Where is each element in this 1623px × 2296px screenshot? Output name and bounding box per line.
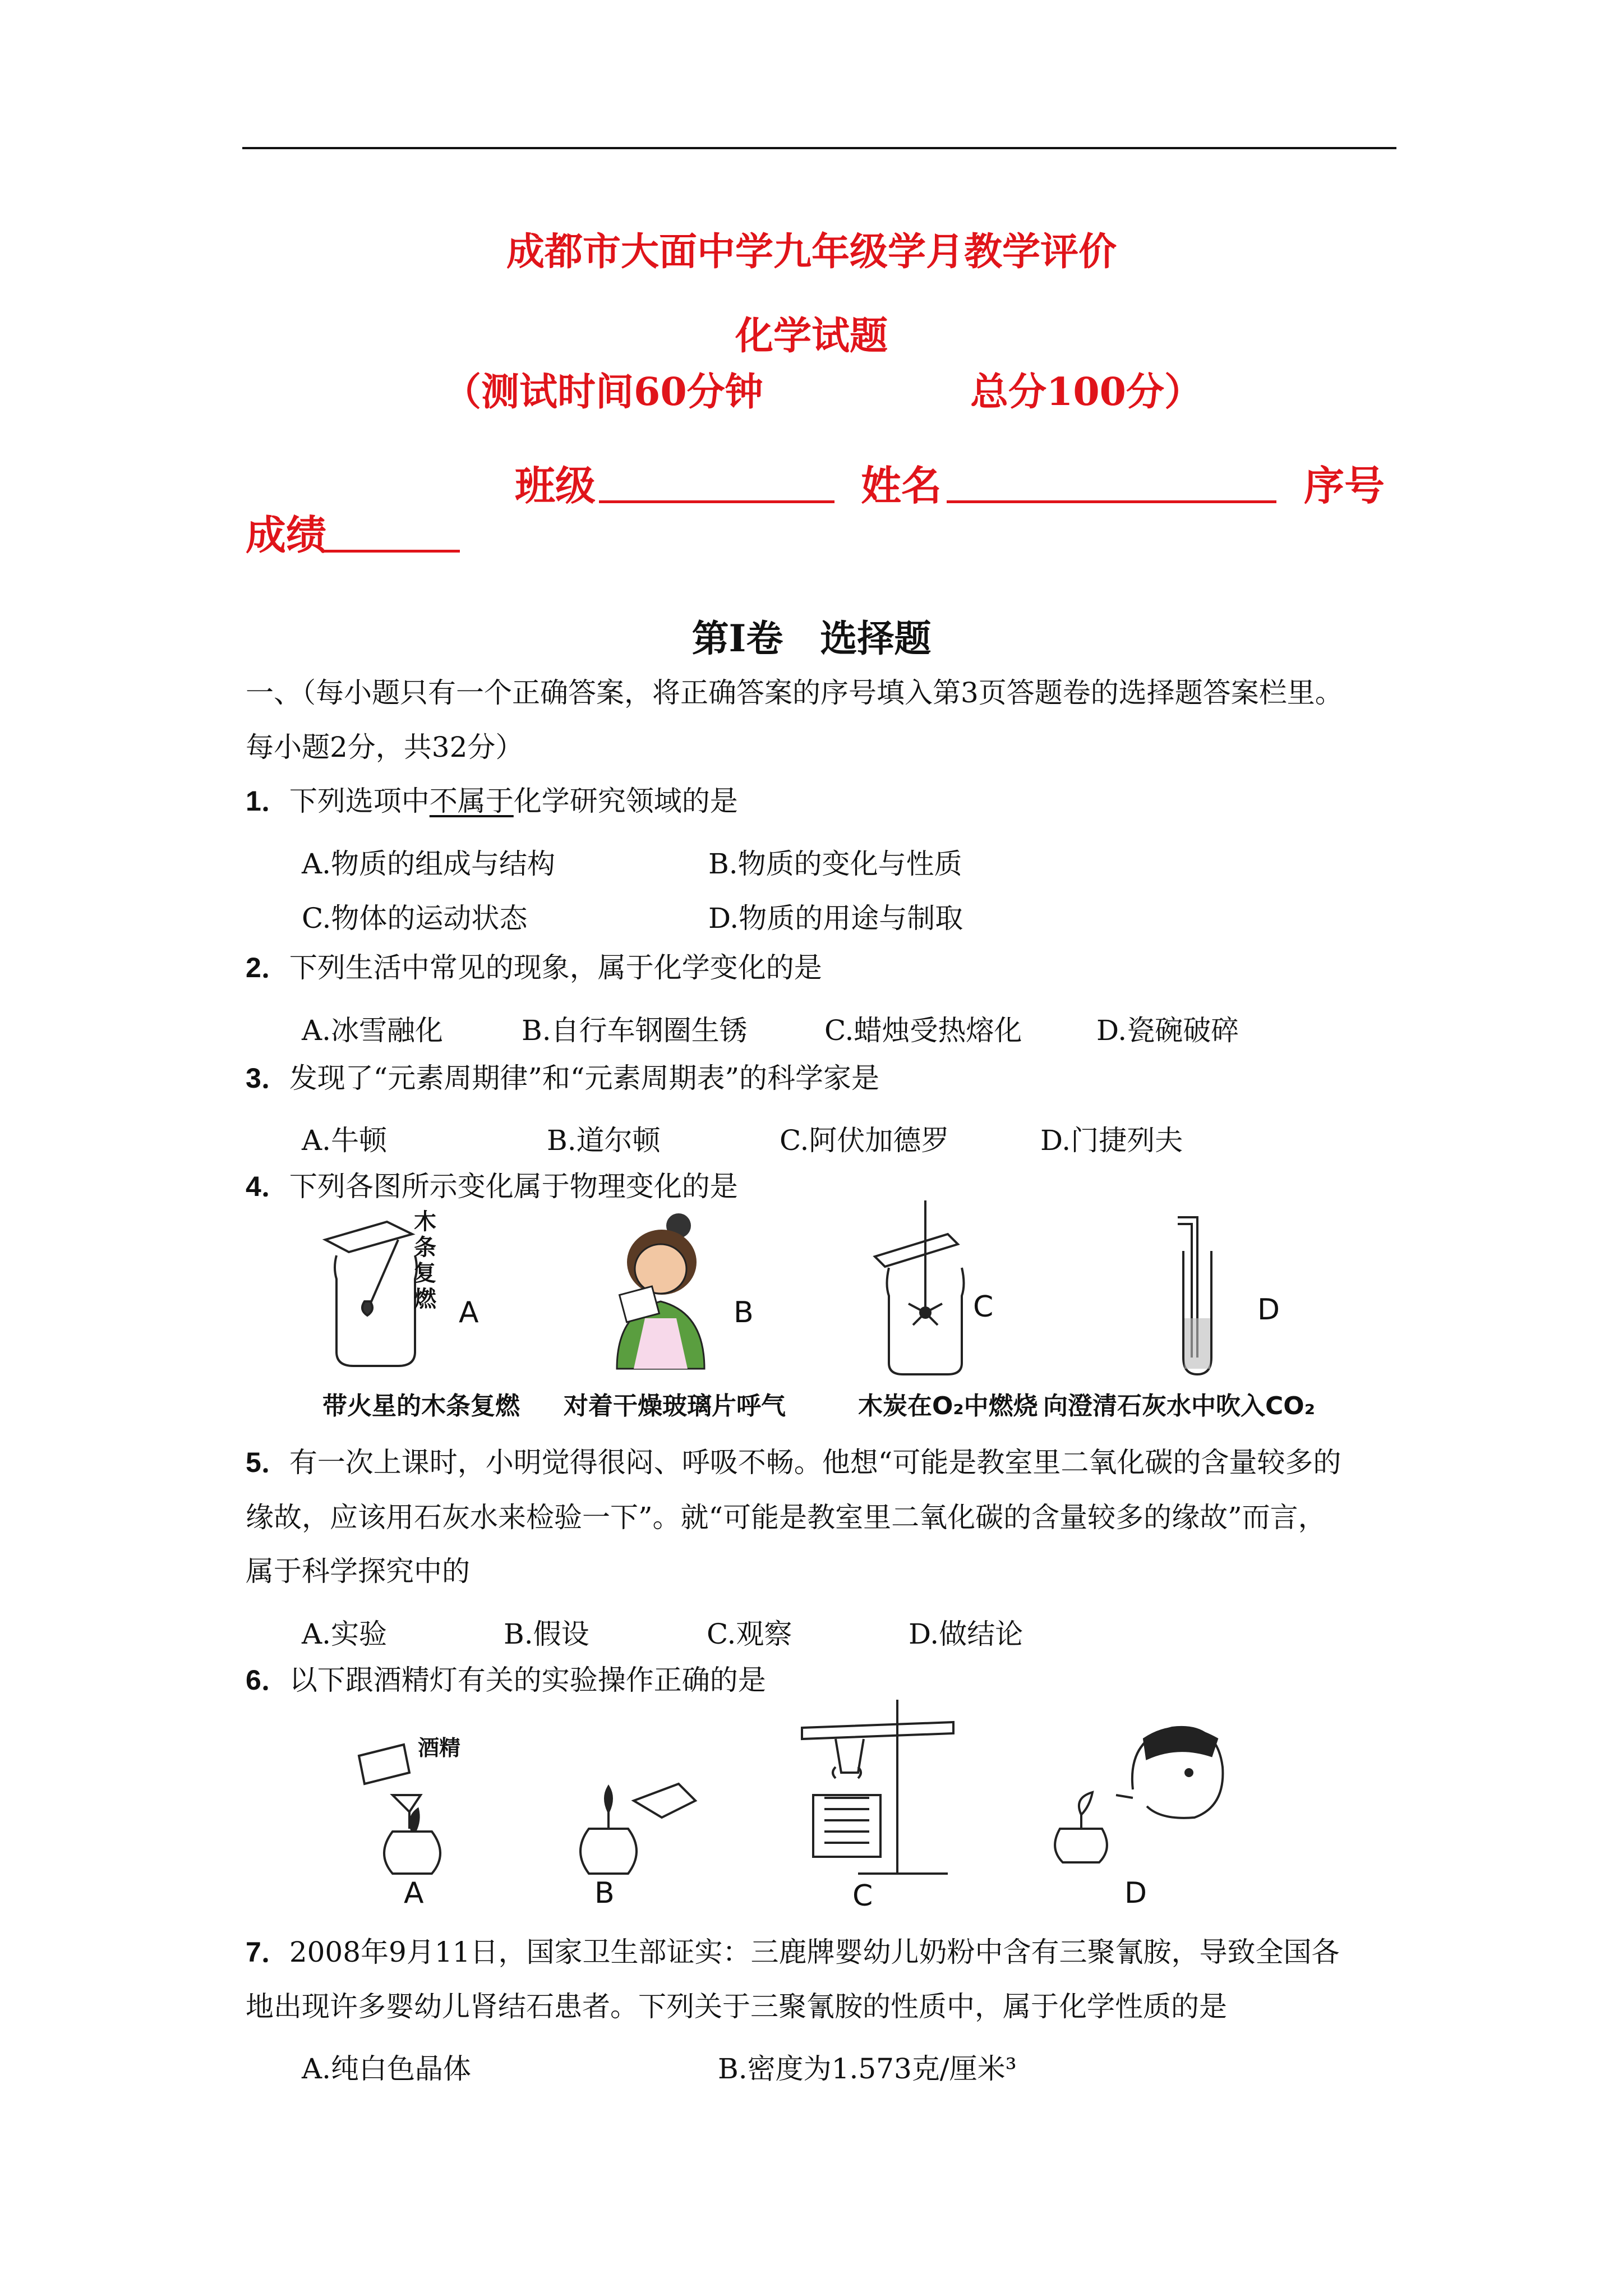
q6-letter-b: B <box>594 1876 615 1910</box>
q4-letter-c: C <box>973 1290 994 1324</box>
q7-option-a[interactable]: A.纯白色晶体 <box>302 2053 472 2085</box>
q6-letter-a: A <box>404 1876 424 1910</box>
class-label: 班级 <box>515 462 596 509</box>
q5-option-d[interactable]: D.做结论 <box>909 1618 1023 1650</box>
q6-figure-b-lighting <box>566 1761 712 1885</box>
q6-letter-c: C <box>852 1879 873 1913</box>
top-rule <box>242 147 1396 149</box>
school-title: 成都市大面中学九年级学月教学评价 <box>506 229 1117 274</box>
q2-option-a[interactable]: A.冰雪融化 <box>302 1014 444 1047</box>
q2-option-d[interactable]: D.瓷碗破碎 <box>1096 1014 1239 1047</box>
q3-option-a[interactable]: A.牛顿 <box>302 1124 388 1157</box>
section-instruction-line2: 每小题2分，共32分） <box>246 731 524 763</box>
q6-label-alcohol: 酒精 <box>418 1736 461 1760</box>
question-1-stem: 1．下列选项中不属于化学研究领域的是 <box>246 785 738 817</box>
q3-option-b[interactable]: B.道尔顿 <box>547 1124 661 1157</box>
q1-option-c[interactable]: C.物体的运动状态 <box>302 902 528 935</box>
q4-caption-c: 木炭在O₂中燃烧 <box>858 1392 1038 1420</box>
q4-side-text: 木条复燃 <box>414 1209 436 1312</box>
q2-option-b[interactable]: B.自行车钢圈生锈 <box>522 1014 748 1047</box>
q4-caption-a: 带火星的木条复燃 <box>322 1392 520 1420</box>
q2-option-c[interactable]: C.蜡烛受热熔化 <box>824 1014 1022 1047</box>
q4-letter-b: B <box>734 1296 754 1329</box>
q6-figure-c-stand <box>785 1688 976 1890</box>
question-6-stem: 6．以下跟酒精灯有关的实验操作正确的是 <box>246 1664 766 1696</box>
subject-title: 化学试题 <box>735 314 888 358</box>
name-label: 姓名 <box>861 462 942 509</box>
score-blank[interactable] <box>322 514 460 553</box>
q7-option-b[interactable]: B.密度为1.573克/厘米³ <box>718 2053 1017 2085</box>
q4-letter-d: D <box>1257 1293 1280 1327</box>
question-2-stem: 2．下列生活中常见的现象，属于化学变化的是 <box>246 951 822 984</box>
q5-option-b[interactable]: B.假设 <box>504 1618 589 1650</box>
emphasis: 不属于 <box>429 785 514 817</box>
question-5-line1: 5．有一次上课时，小明觉得很闷、呼吸不畅。他想“可能是教室里二氧化碳的含量较多的 <box>246 1446 1341 1479</box>
question-3-stem: 3．发现了“元素周期律”和“元素周期表”的科学家是 <box>246 1062 880 1094</box>
q4-figure-d-tube <box>1166 1206 1234 1380</box>
q3-option-d[interactable]: D.门捷列夫 <box>1040 1124 1183 1157</box>
class-blank[interactable] <box>599 464 834 503</box>
score-note: 总分100分） <box>970 370 1202 415</box>
section-instruction-line1: 一、（每小题只有一个正确答案，将正确答案的序号填入第3页答题卷的选择题答案栏里。 <box>246 677 1343 709</box>
q5-option-a[interactable]: A.实验 <box>302 1618 388 1650</box>
question-7-line2: 地出现许多婴幼儿肾结石患者。下列关于三聚氰胺的性质中，属于化学性质的是 <box>246 1990 1227 2023</box>
question-7-line1: 7．2008年9月11日，国家卫生部证实：三鹿牌婴幼儿奶粉中含有三聚氰胺，导致全国各 <box>246 1936 1340 1968</box>
q1-option-b[interactable]: B.物质的变化与性质 <box>708 848 962 880</box>
section-title: 第Ⅰ卷 选择题 <box>691 616 932 660</box>
q1-option-d[interactable]: D.物质的用途与制取 <box>708 902 963 935</box>
q4-letter-a: A <box>459 1296 479 1329</box>
q5-option-c[interactable]: C.观察 <box>707 1618 792 1650</box>
q4-figure-b-girl <box>594 1206 735 1374</box>
q6-figure-d-blowing <box>1049 1705 1239 1874</box>
q6-letter-d: D <box>1124 1876 1147 1910</box>
question-4-stem: 4．下列各图所示变化属于物理变化的是 <box>246 1170 738 1203</box>
q4-figure-c-jar <box>864 1200 976 1380</box>
question-number: 1． <box>246 785 289 817</box>
name-blank[interactable] <box>947 464 1276 503</box>
q3-option-c[interactable]: C.阿伏加德罗 <box>780 1124 949 1157</box>
question-5-line3: 属于科学探究中的 <box>246 1555 470 1588</box>
seq-label: 序号 <box>1304 462 1385 509</box>
q1-option-a[interactable]: A.物质的组成与结构 <box>302 848 556 880</box>
question-5-line2: 缘故，应该用石灰水来检验一下”。就“可能是教室里二氧化碳的含量较多的缘故”而言， <box>246 1501 1326 1534</box>
q4-caption-b: 对着干燥玻璃片呼气 <box>564 1392 786 1420</box>
q4-caption-d: 向澄清石灰水中吹入CO₂ <box>1043 1392 1315 1420</box>
time-note: （测试时间60分钟 <box>443 370 763 415</box>
score-label: 成绩 <box>246 511 327 559</box>
